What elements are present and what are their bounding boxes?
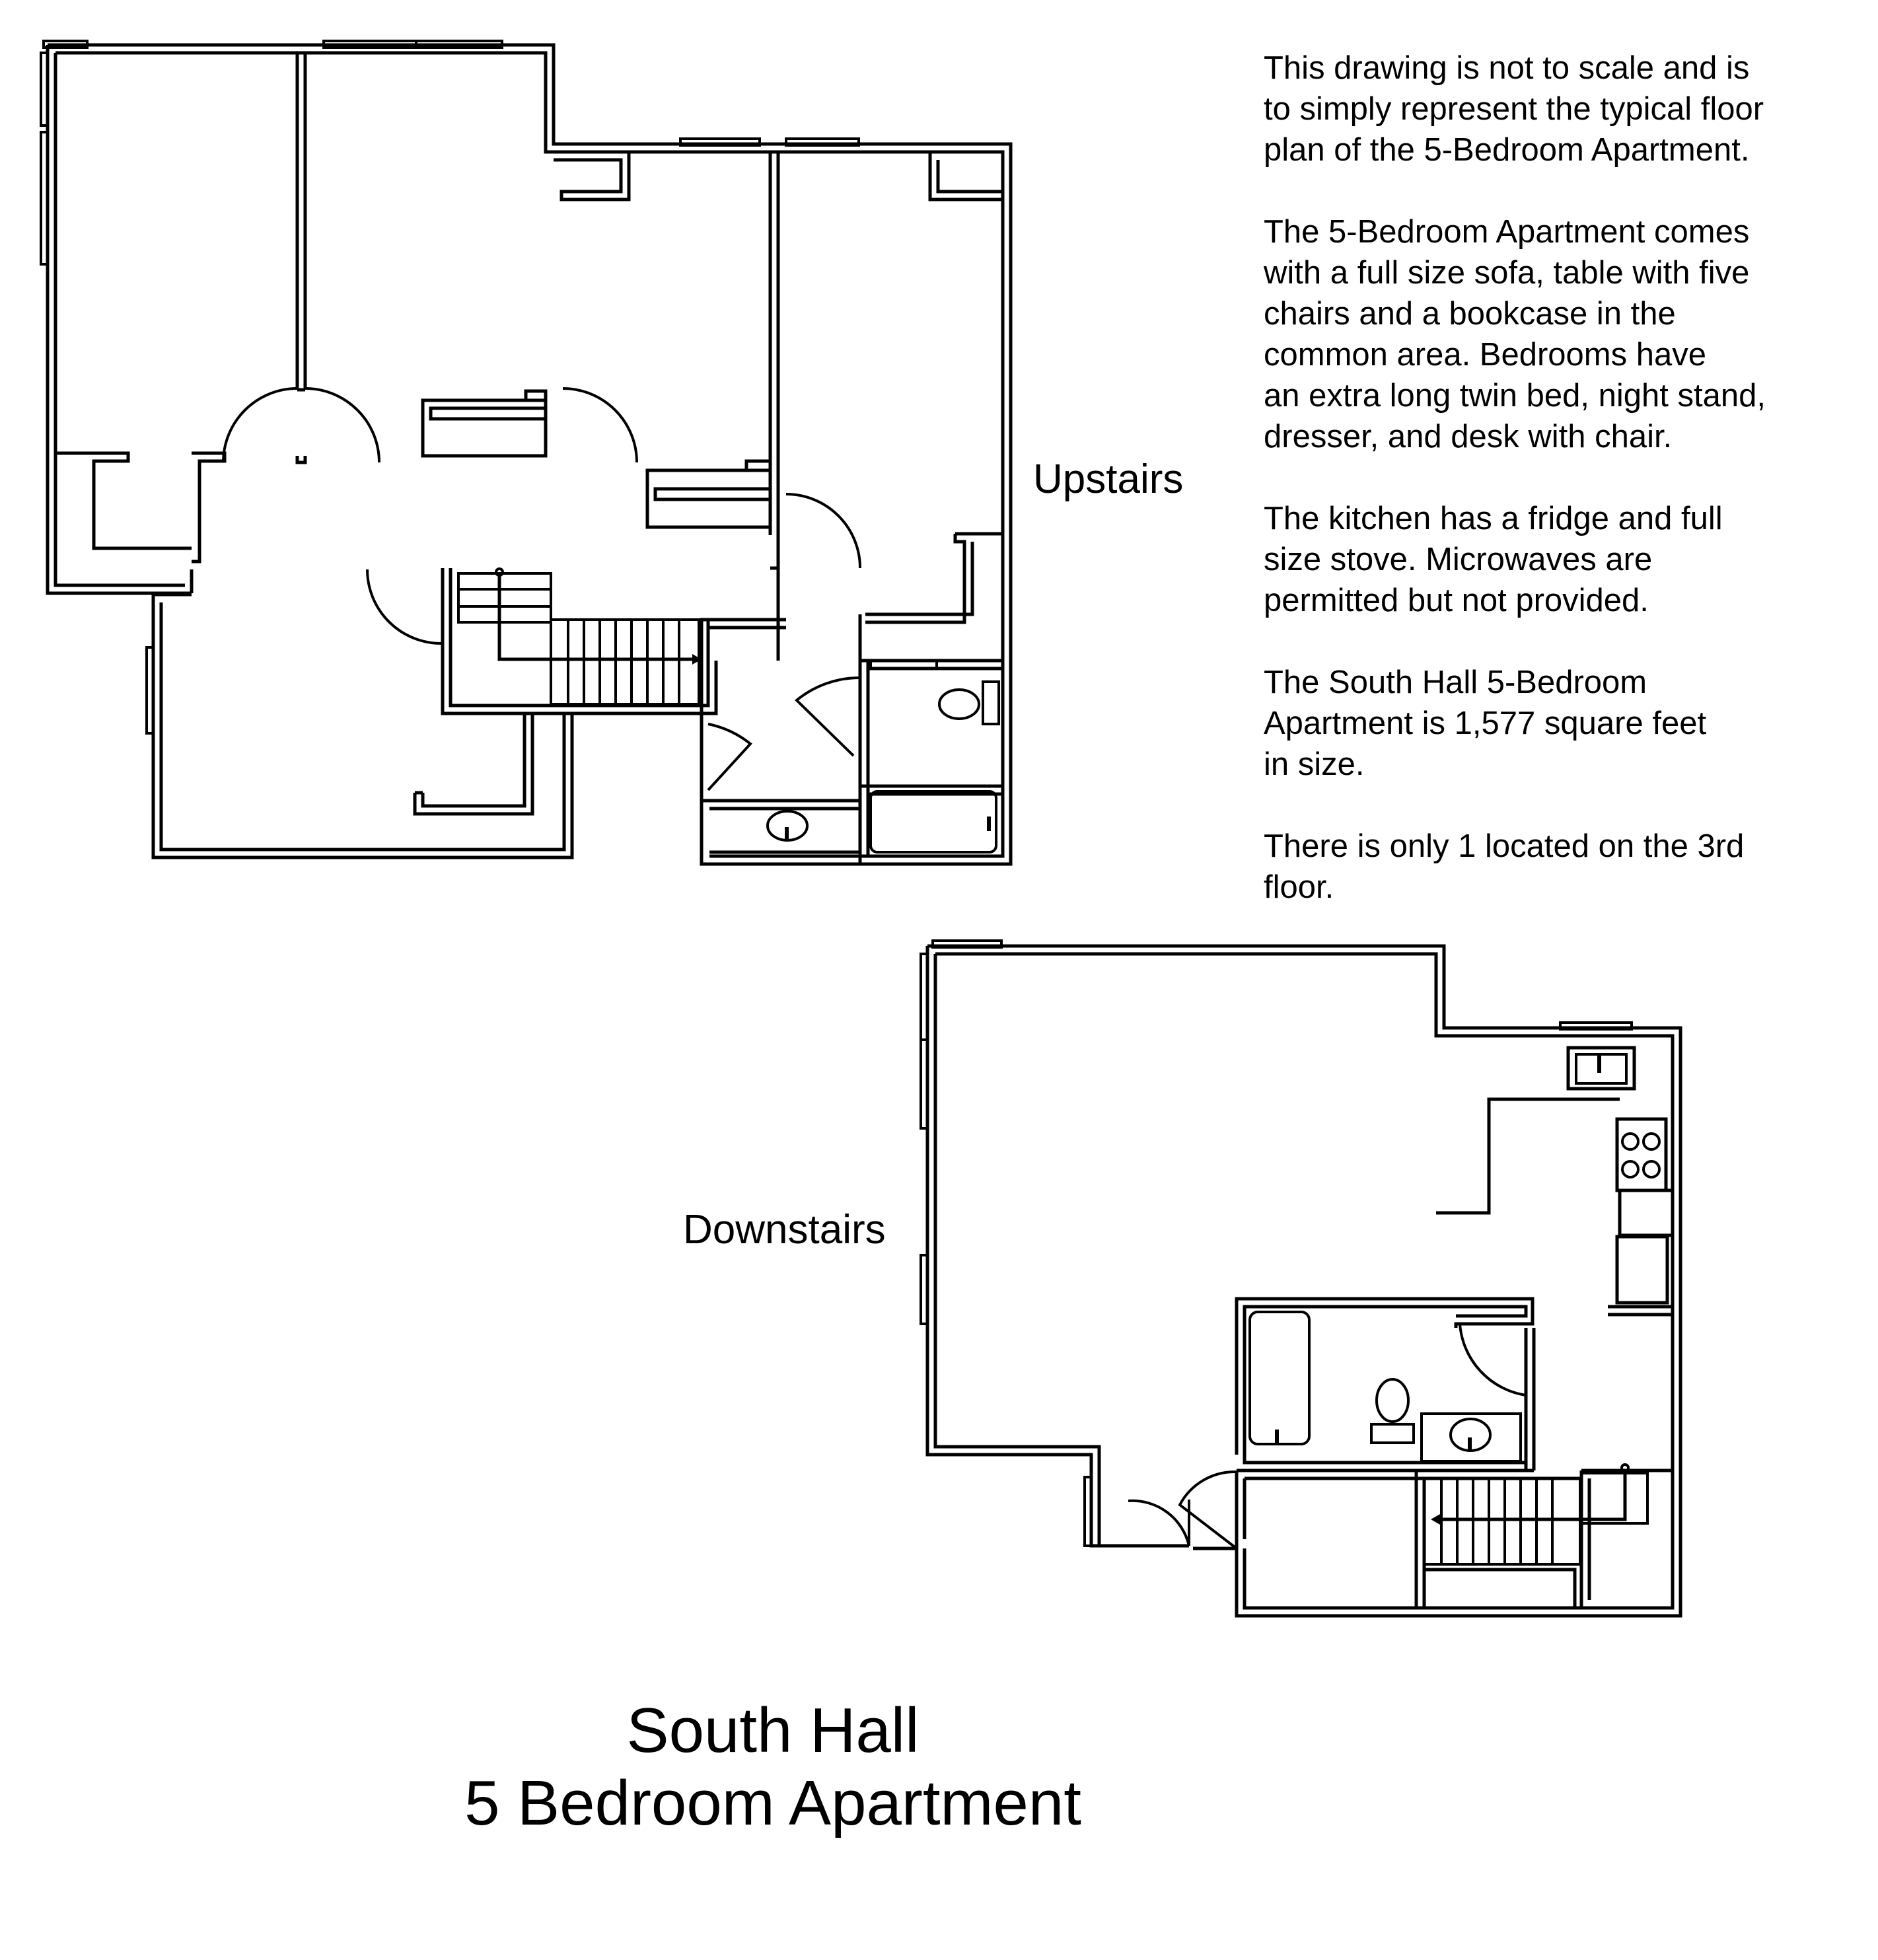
- downstairs-staircase: [1424, 1465, 1647, 1564]
- plan-title: [330, 1694, 1215, 1840]
- title-line-1: South Hall: [626, 1695, 920, 1766]
- upstairs-floor-plan: [41, 41, 1011, 864]
- downstairs-label: Downstairs: [683, 1207, 886, 1252]
- downstairs-bath-fixtures: [1250, 1312, 1521, 1461]
- note-not-to-scale: This drawing is not to scale and is to simply represent the typical floor plan of the 5-Bedroom Apartment.: [1264, 50, 1764, 168]
- upstairs-staircase: [458, 569, 702, 704]
- note-square-feet: The South Hall 5-Bedroom Apartment is 1,577 square feet in size.: [1264, 665, 1707, 782]
- upstairs-bath-fixtures: [768, 661, 999, 852]
- note-location: There is only 1 located on the 3rd floor.: [1264, 828, 1745, 905]
- upstairs-label: Upstairs: [1033, 456, 1184, 502]
- downstairs-doors: [1128, 1324, 1526, 1548]
- downstairs-floor-plan: [921, 941, 1680, 1616]
- note-furnishings: The 5-Bedroom Apartment comes with a full size sofa, table with five chairs and a bookcase in the common area. Bedrooms have an extra long twin bed, night stand, dresser, and desk with chair.: [1264, 214, 1766, 454]
- apartment-notes: [1264, 48, 1845, 949]
- note-kitchen: The kitchen has a fridge and full size stove. Microwaves are permitted but not provided.: [1264, 501, 1723, 618]
- title-line-2: 5 Bedroom Apartment: [464, 1768, 1081, 1838]
